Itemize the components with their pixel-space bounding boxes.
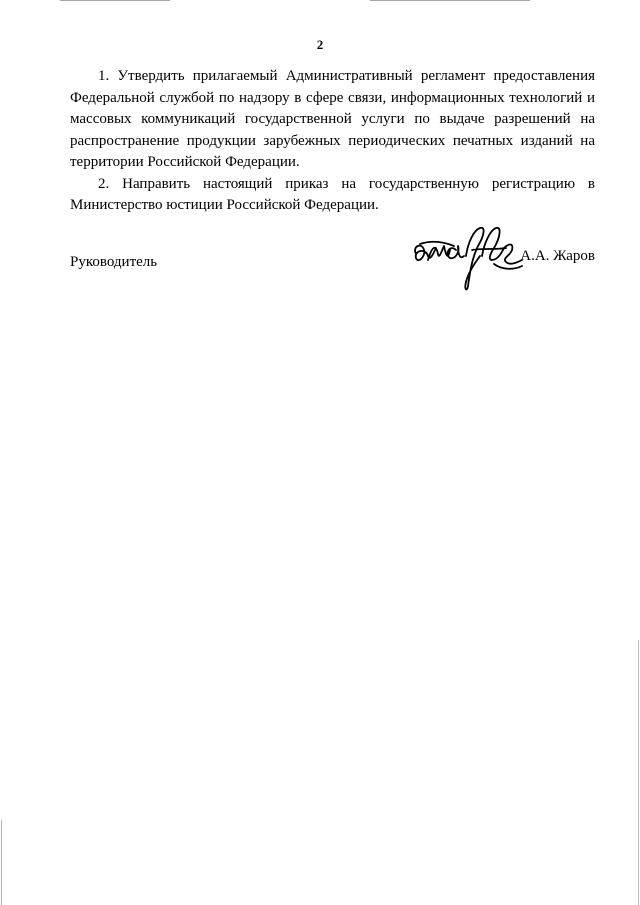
- scan-edge-right: [638, 640, 639, 905]
- scan-edge-top-right: [370, 0, 530, 1]
- paragraph-approve-regulation: 1. Утвердить прилагаемый Административный регламент предоставления Федеральной службой по надзору в сфере связи, информационных технологий и массовых коммуникаций государственной услуги по выдаче разрешений на распространение продукции зарубежных периодических печатных изданий на территории Российской Федерации.: [70, 68, 595, 170]
- signer-name: А.А. Жаров: [520, 248, 595, 264]
- paragraph-registration: 2. Направить настоящий приказ на государственную регистрацию в Министерство юстиции Российской Федерации.: [70, 175, 595, 213]
- scan-edge-left: [1, 820, 2, 905]
- signature-block: [70, 246, 595, 306]
- signer-position: Руководитель: [70, 254, 158, 270]
- page-number: 2: [316, 37, 324, 52]
- order-text: [70, 66, 595, 217]
- scan-edge-top-left: [60, 0, 170, 1]
- handwritten-signature: [410, 220, 526, 300]
